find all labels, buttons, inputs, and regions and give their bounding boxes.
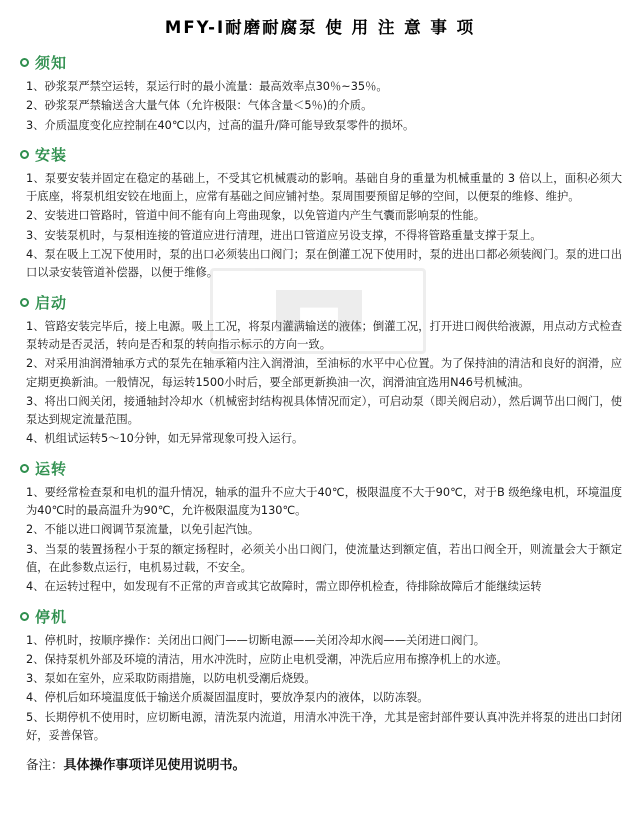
- list-item: 1、停机时，按顺序操作：关闭出口阀门——切断电源——关闭冷却水阀——关闭进口阀门。: [26, 633, 486, 647]
- circle-bullet-icon: [20, 612, 29, 621]
- section-item-list: [14, 318, 626, 449]
- list-item: 1、泵要安装并固定在稳定的基础上，不受其它机械震动的影响。基础自身的重量为机械重量的 3 倍以上，面积必须大于底座，将泵机组安铰在地面上，应常有基础之间应铺衬垫。泵周围要预留足够的空间，以便泵的维修、维护。: [26, 171, 622, 204]
- section-title: 停机: [35, 607, 68, 626]
- circle-bullet-icon: [20, 58, 29, 67]
- list-item: 1、砂浆泵严禁空运转，泵运行时的最小流量：最高效率点30％~35％。: [26, 80, 388, 93]
- list-item: 2、砂浆泵严禁输送含大量气体（允许极限：气体含量＜5％)的介质。: [26, 99, 373, 113]
- list-item: 2、保持泵机外部及环境的清洁，用水冲洗时，应防止电机受潮，冲洗后应用布擦净机上的水迹。: [26, 652, 508, 666]
- list-item: 1、要经常检查泵和电机的温升情况，轴承的温升不应大于40℃，极限温度不大于90℃，对于B 级绝缘电机，环境温度为40℃时的最高温升为90℃，允许极限温度为130℃。: [26, 485, 622, 518]
- section-xuzhi: [14, 52, 626, 135]
- section-heading: [20, 292, 626, 313]
- page-title: MFY-I耐磨耐腐泵 使 用 注 意 事 项: [164, 18, 476, 37]
- list-item: 3、安装泵机时，与泵相连接的管道应进行清理，进出口管道应另设支撑，不得将管路重量支撑于泵上。: [26, 228, 542, 242]
- note-label: 备注：: [26, 757, 64, 773]
- section-title: 安装: [35, 145, 68, 164]
- section-item-list: [14, 78, 626, 135]
- section-item-list: [14, 632, 626, 746]
- list-item: 3、将出口阀关闭，接通轴封冷却水（机械密封结构视具体情况而定），可启动泵（即关阀启动），然后调节出口阀门，使泵达到规定流量范围。: [26, 394, 622, 427]
- list-item: 4、机组试运转5～10分钟，如无异常现象可投入运行。: [26, 432, 304, 446]
- section-heading: [20, 52, 626, 73]
- note-text: 具体操作事项详见使用说明书。: [63, 758, 246, 774]
- list-item: 3、介质温度变化应控制在40℃以内，过高的温升/降可能导致泵零件的损坏。: [26, 118, 415, 132]
- section-tingji: [14, 606, 626, 746]
- list-item: 3、泵如在室外，应采取防雨措施，以防电机受潮后烧毁。: [26, 672, 316, 686]
- section-yunzhuan: [14, 458, 626, 597]
- list-item: 2、不能以进口阀调节泵流量，以免引起汽蚀。: [26, 523, 260, 537]
- circle-bullet-icon: [20, 150, 29, 159]
- list-item: 1、管路安装完毕后，接上电源。吸上工况，将泵内灌满输送的液体；倒灌工况，打开进口阀供给液源，用点动方式检查泵转动是否灵活，转向是否和泵的转向指示标示的方向一致。: [26, 319, 622, 351]
- section-item-list: [14, 170, 626, 283]
- list-item: 2、安装进口管路时，管道中间不能有向上弯曲现象，以免管道内产生气囊而影响泵的性能。: [26, 209, 486, 223]
- list-item: 4、泵在吸上工况下使用时，泵的出口必须装出口阀门；泵在倒灌工况下使用时，泵的进出口都必须装阀门。泵的进口出口以录安装管道补偿器，以便于维修。: [26, 248, 622, 280]
- list-item: 2、对采用油润滑轴承方式的泵先在轴承箱内注入润滑油，至油标的水平中心位置。为了保持油的清洁和良好的润滑，应定期更换新油。一般情况，每运转1500小时后，要全部更新换油一次，润滑油宜选用N46号机械油。: [26, 357, 622, 389]
- section-anzhuang: [14, 144, 626, 283]
- section-title: 启动: [35, 293, 68, 312]
- list-item: 4、停机后如环境温度低于输送介质凝固温度时，要放净泵内的液体，以防冻裂。: [26, 691, 429, 705]
- section-heading: [20, 144, 626, 165]
- section-title: 须知: [35, 54, 68, 72]
- circle-bullet-icon: [20, 464, 29, 473]
- section-title: 运转: [35, 459, 68, 478]
- section-heading: [20, 458, 626, 479]
- section-item-list: [14, 484, 626, 597]
- list-item: 4、在运转过程中，如发现有不正常的声音或其它故障时，需立即停机检查，待排除故障后才能继续运转: [26, 580, 542, 594]
- footer-note: [26, 754, 626, 773]
- section-heading: [20, 606, 626, 627]
- section-qidong: [14, 292, 626, 449]
- circle-bullet-icon: [20, 298, 29, 307]
- list-item: 5、长期停机不使用时，应切断电源，清洗泵内流道，用清水冲洗干净，尤其是密封部件要认真冲洗并将泵的进出口封闭好，妥善保管。: [26, 710, 622, 743]
- list-item: 3、当泵的装置扬程小于泵的额定扬程时，必须关小出口阀门，使流量达到额定值，若出口阀全开，则流量会大于额定值，在此参数点运行，电机易过载，不安全。: [26, 542, 622, 574]
